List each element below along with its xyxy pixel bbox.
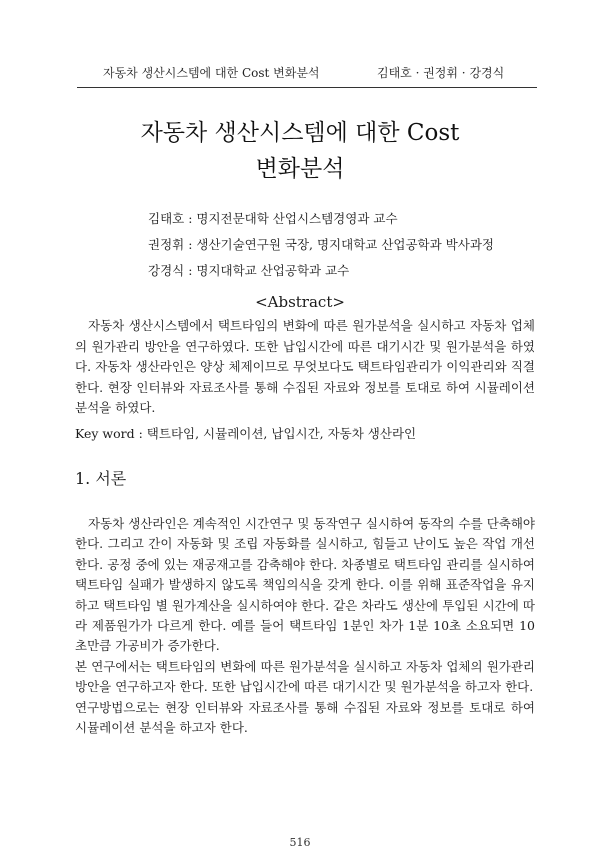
abstract-body: 자동차 생산시스템에서 택트타임의 변화에 따른 원가분석을 실시하고 자동차 업체의 원가관리 방안을 연구하였다. 또한 납입시간에 따른 대기시간 및 원가분석을 하였다. 자동차 생산라인은 양상 체제이므로 무엇보다도 택트타임관리가 이익관리와 직결한다. 현장 인터뷰와 자료조사를 통해 수집된 자료와 정보를 토대로 하여 시뮬레이션 분석을 하였다. — [75, 318, 535, 415]
intro-paragraph-2: 본 연구에서는 택트타임의 변화에 따른 원가분석을 실시하고 자동차 업체의 원가관리 방안을 연구하고자 한다. 또한 납입시간에 따른 대기시간 및 원가분석을 하고자 한다. — [75, 658, 535, 695]
introduction-body — [75, 514, 535, 738]
intro-paragraph-1: 자동차 생산라인은 계속적인 시간연구 및 동작연구 실시하여 동작의 수를 단축해야 한다. 그리고 간이 자동화 및 조립 자동화를 실시하고, 힘들고 난이도 높은 작업 개선한다. 공정 중에 있는 재공재고를 감축해야 한다. 차종별로 택트타임 관리를 실시하여 택트타임 실패가 발생하지 않도록 책임의식을 갖게 한다. 이를 위해 표준작업을 유지 하고 택트타임 별 원가계산을 실시하여야 한다. 같은 차라도 생산에 투입된 시간에 따라 제품원가가 다르게 한다. 예를 들어 택트타임 1분인 차가 1분 10초 소요되면 10초만큼 가공비가 증가한다. — [75, 516, 535, 654]
intro-paragraph-3: 연구방법으로는 현장 인터뷰와 자료조사를 통해 수집된 자료와 정보를 토대로 하여 시뮬레이션 분석을 하고자 한다. — [75, 699, 535, 736]
paper-title-line-1: 자동차 생산시스템에 대한 Cost — [140, 120, 460, 146]
author-kang: 강경식 : 명지대학교 산업공학과 교수 — [148, 263, 350, 278]
running-header-authors: 김태호 · 권정휘 · 강경식 — [377, 66, 505, 80]
header-divider — [77, 87, 537, 88]
running-header-title: 자동차 생산시스템에 대한 Cost 변화분석 — [103, 66, 320, 80]
section-heading-introduction: 1. 서론 — [75, 469, 127, 488]
author-list — [148, 206, 494, 284]
keywords: Key word : 택트타임, 시뮬레이션, 납입시간, 자동차 생산라인 — [75, 426, 417, 441]
author-kwon: 권정휘 : 생산기술연구원 국장, 명지대학교 산업공학과 박사과정 — [148, 237, 494, 252]
author-kim: 김태호 : 명지전문대학 산업시스템경영과 교수 — [148, 211, 398, 226]
abstract-heading: <Abstract> — [255, 293, 345, 311]
paper-title-line-2: 변화분석 — [255, 156, 345, 182]
running-header — [77, 62, 537, 84]
page-number: 516 — [289, 836, 311, 849]
